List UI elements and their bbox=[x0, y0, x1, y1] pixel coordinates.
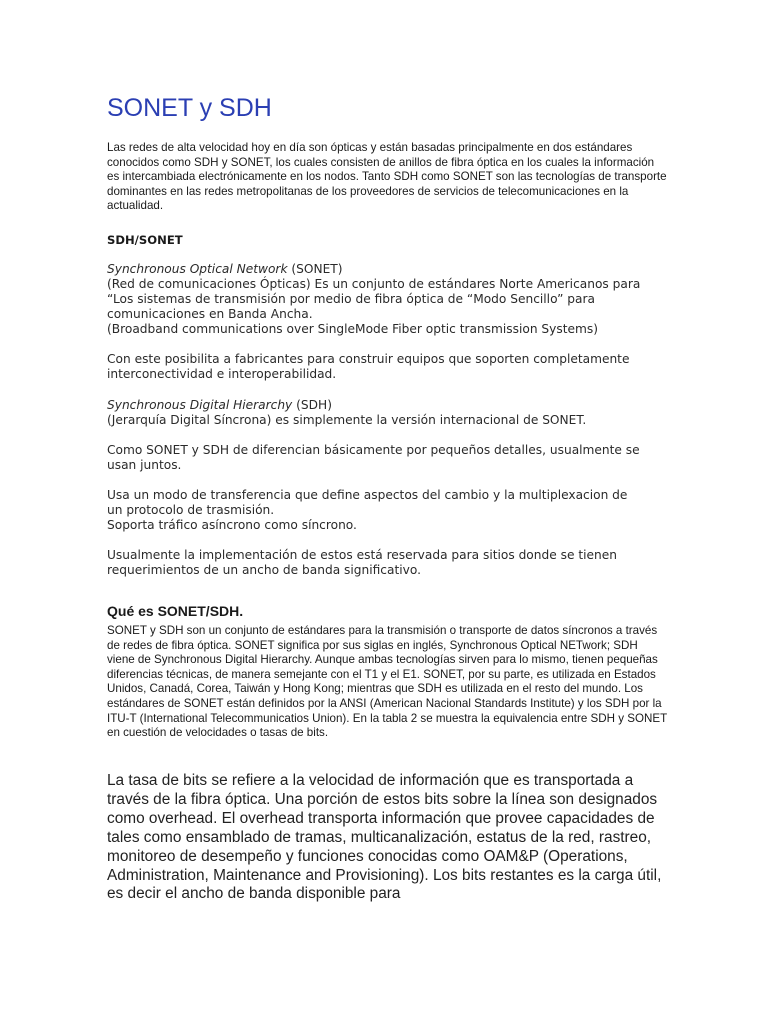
sonet-abbr: (SONET) bbox=[287, 262, 343, 276]
paragraph-line: Como SONET y SDH de diferencian básicamente por pequeños detalles, usualmente se bbox=[107, 443, 640, 457]
paragraph-line: un protocolo de trasmisión. bbox=[107, 503, 275, 518]
sdh-abbr: (SDH) bbox=[292, 398, 332, 412]
sdh-term: Synchronous Digital Hierarchy bbox=[107, 398, 293, 412]
sonet-def-line: (Broadband communications over SingleMode Fiber optic transmission Systems) bbox=[107, 322, 598, 337]
paragraph-line: Con este posibilita a fabricantes para construir equipos que soporten completamente bbox=[107, 352, 630, 366]
fabricantes-paragraph bbox=[107, 352, 667, 382]
page-title: SONET y SDH bbox=[107, 94, 272, 122]
paragraph-line: requerimientos de un ancho de banda significativo. bbox=[107, 563, 421, 578]
paragraph-line: Usa un modo de transferencia que define aspectos del cambio y la multiplexacion de bbox=[107, 488, 628, 502]
sonet-def-line: “Los sistemas de transmisión por medio de fibra óptica de “Modo Sencillo” para bbox=[107, 292, 595, 307]
paragraph-line: Usualmente la implementación de estos está reservada para sitios donde se tienen bbox=[107, 548, 617, 562]
intro-paragraph: Las redes de alta velocidad hoy en día son ópticas y están basadas principalmente en dos estándares conocidos como SDH y SONET, los cuales consisten de anillos de fibra óptica en los cuales la información es intercambiada electrónicamente en los nodos. Tanto SDH como SONET son las tecnologías de transporte dominantes en las redes metropolitanas de los proveedores de servicios de telecomunicaciones en la actualidad. bbox=[107, 141, 667, 213]
sdh-definition bbox=[107, 398, 667, 428]
what-paragraph: SONET y SDH son un conjunto de estándares para la transmisión o transporte de datos síncronos a través de redes de fibra óptica. SONET significa por sus siglas en inglés, Synchronous Optical NETwork; SDH viene de Synchronous Digital Hierarchy. Aunque ambas tecnologías sirven para lo mismo, tienen pequeñas diferencias técnicas, de manera semejante con el T1 y el E1. SONET, por su parte, es utilizada en Estados Unidos, Canadá, Corea, Taiwán y Hong Kong; mientras que SDH es utilizada en el resto del mundo. Los estándares de SONET están definidos por la ANSI (American Nacional Standards Institute) y los SDH por la ITU-T (International Telecommunicatios Union). En la tabla 2 se muestra la equivalencia entre SDH y SONET en cuestión de velocidades o tasas de bits. bbox=[107, 624, 667, 740]
sdh-def-line: (Jerarquía Digital Síncrona) es simplemente la versión internacional de SONET. bbox=[107, 413, 587, 428]
paragraph-line: interconectividad e interoperabilidad. bbox=[107, 367, 337, 382]
sonet-definition bbox=[107, 262, 667, 337]
paragraph-line: Soporta tráfico asíncrono como síncrono. bbox=[107, 518, 357, 533]
usual-paragraph bbox=[107, 548, 667, 578]
bitrate-paragraph: La tasa de bits se refiere a la velocidad de información que es transportada a través de la fibra óptica. Una porción de estos bits sobre la línea son designados como overhead. El overhead transporta información que provee capacidades de tales como ensamblado de tramas, multicanalización, estatus de la red, rastreo, monitoreo de desempeño y funciones conocidas como OAM&P (Operations, Administration, Maintenance and Provisioning). Los bits restantes es la carga útil, es decir el ancho de banda disponible para bbox=[107, 772, 662, 903]
sonet-term: Synchronous Optical Network bbox=[107, 262, 288, 276]
sonet-def-line: (Red de comunicaciones Ópticas) Es un conjunto de estándares Norte Americanos para bbox=[107, 277, 641, 292]
paragraph-line: usan juntos. bbox=[107, 458, 182, 473]
section-heading: Qué es SONET/SDH. bbox=[107, 603, 244, 619]
modo-paragraph bbox=[107, 488, 667, 533]
section-label: SDH/SONET bbox=[107, 233, 183, 247]
juntos-paragraph bbox=[107, 443, 667, 473]
sonet-term-line bbox=[107, 262, 667, 277]
sonet-def-line: comunicaciones en Banda Ancha. bbox=[107, 307, 313, 322]
sdh-term-line bbox=[107, 398, 667, 413]
